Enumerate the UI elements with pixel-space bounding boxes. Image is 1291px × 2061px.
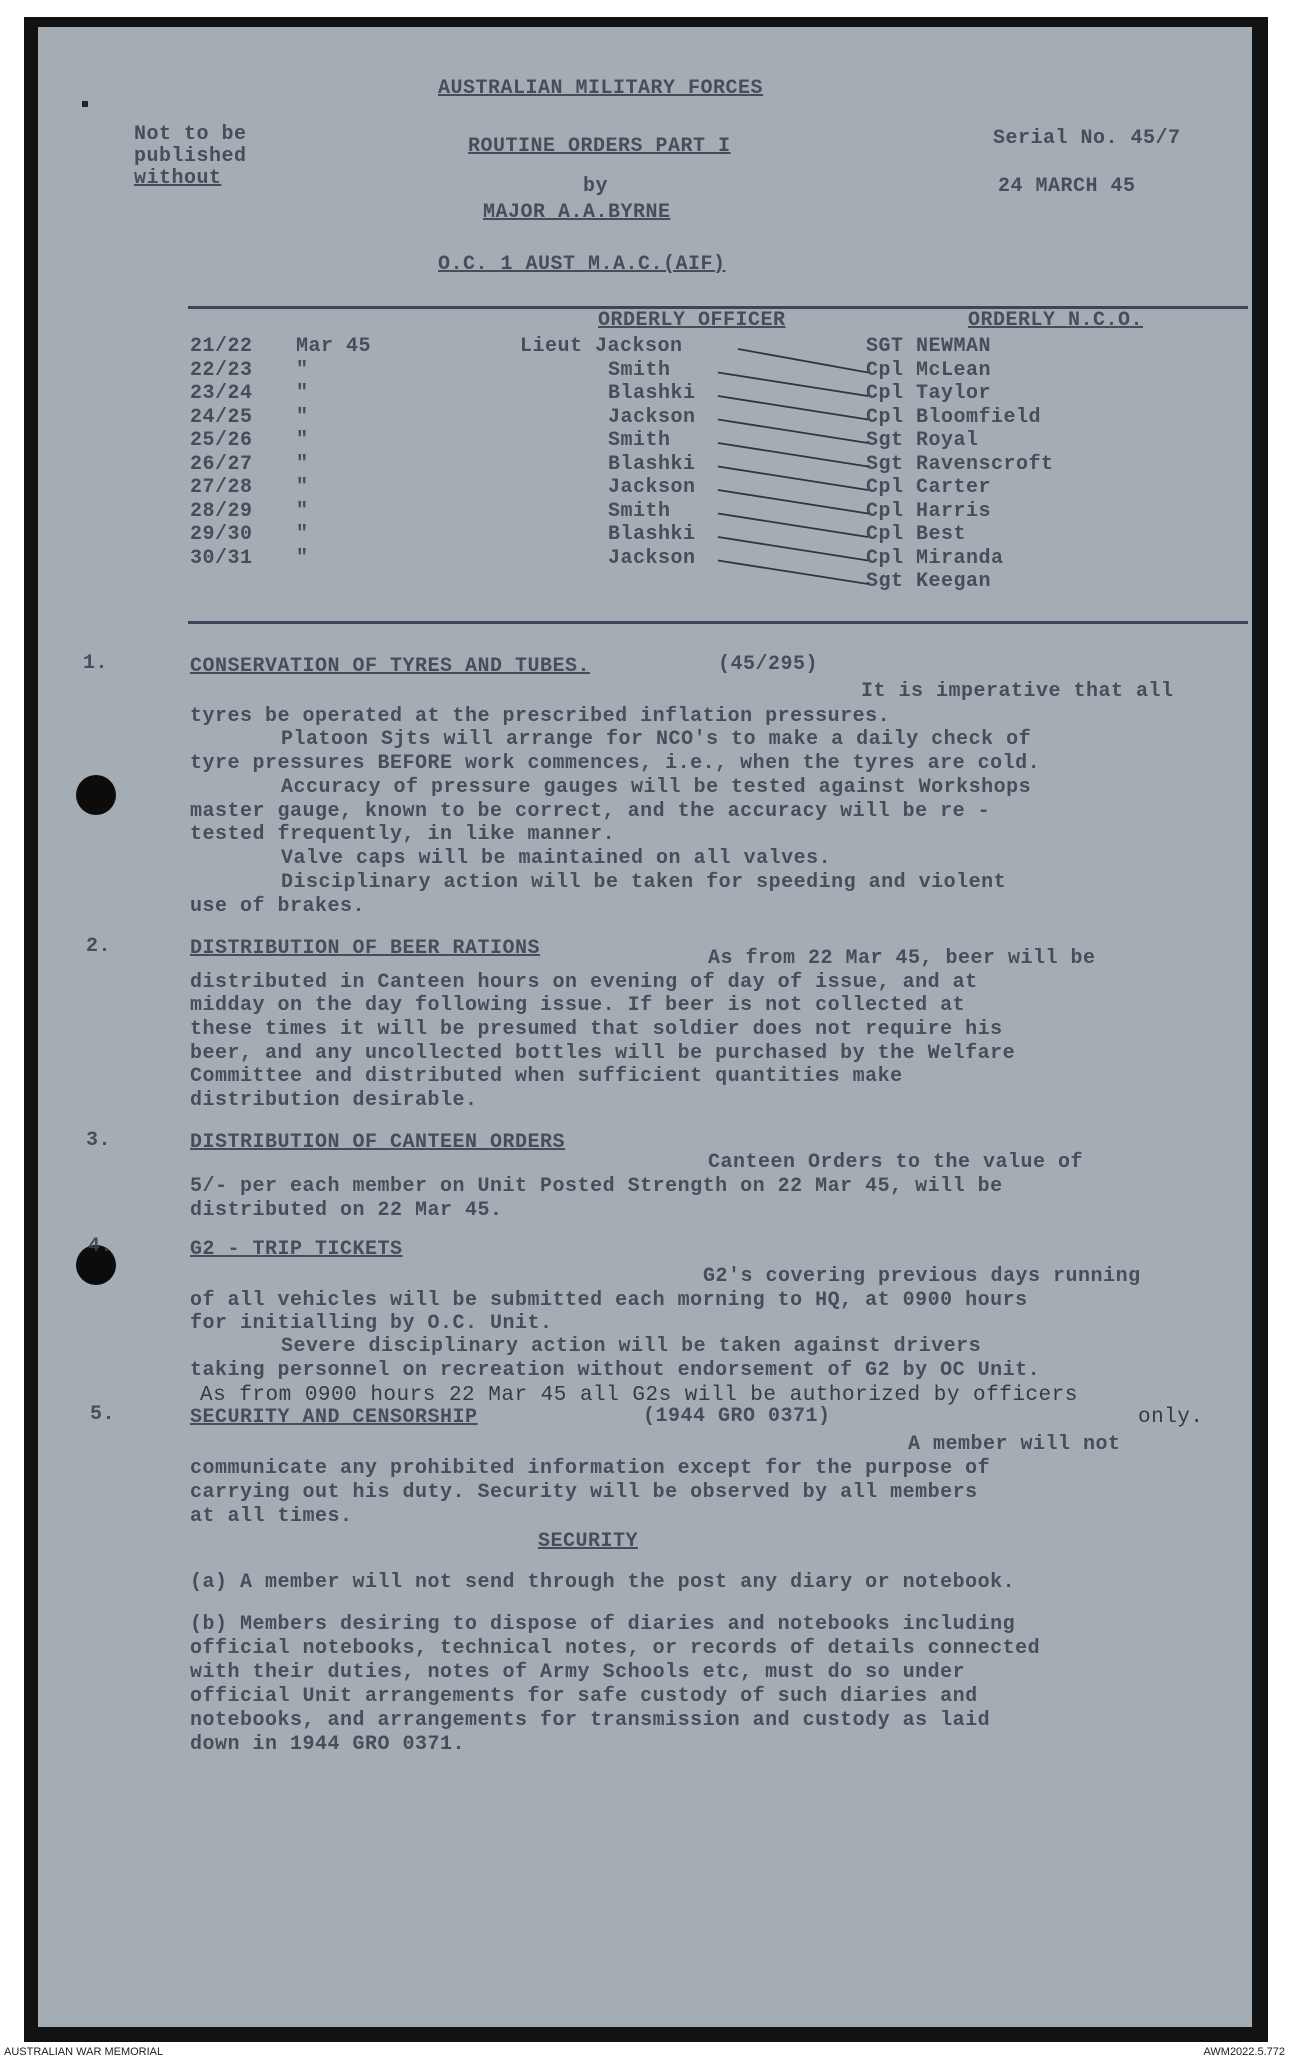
roster-nco: Sgt Royal <box>866 429 979 452</box>
item-4-heading: G2 - TRIP TICKETS <box>190 1238 403 1261</box>
item-1-line-8: Valve caps will be maintained on all valves. <box>281 847 832 870</box>
item-5-line-4: at all times. <box>190 1505 353 1528</box>
item-5-sub-b-line-3: with their duties, notes of Army Schools etc, must do so under <box>190 1661 966 1684</box>
item-4-typed-addition: As from 0900 hours 22 Mar 45 all G2s will be authorized by officers <box>200 1384 1078 1407</box>
not-published-line-1: Not to be <box>134 123 247 146</box>
item-1-line-6: master gauge, known to be correct, and the accuracy will be re - <box>190 800 991 823</box>
document-page <box>38 27 1252 2027</box>
roster-connector <box>718 490 868 514</box>
roster-nco: Cpl Bloomfield <box>866 405 1042 429</box>
roster-connector <box>718 396 868 420</box>
roster-dates: 28/29 <box>190 499 253 523</box>
header-org: AUSTRALIAN MILITARY FORCES <box>438 77 764 100</box>
item-4-line-1: G2's covering previous days running <box>703 1265 1141 1288</box>
roster-month: " <box>296 499 309 523</box>
roster-nco: Sgt Ravenscroft <box>866 452 1054 476</box>
footer-credit-left: AUSTRALIAN WAR MEMORIAL <box>4 2046 164 2058</box>
footer-credit-right: AWM2022.5.772 <box>1203 2046 1285 2058</box>
item-1-line-1: It is imperative that all <box>861 680 1174 703</box>
roster-month: " <box>296 523 309 546</box>
item-3-line-1: Canteen Orders to the value of <box>708 1151 1084 1174</box>
item-3-line-3: distributed on 22 Mar 45. <box>190 1199 503 1222</box>
roster-month: Mar 45 <box>296 335 372 358</box>
item-1-line-2: tyres be operated at the prescribed inflation pressures. <box>190 705 891 728</box>
roster-nco: Cpl Best <box>866 523 967 546</box>
item-5-number: 5. <box>90 1403 116 1426</box>
roster-officer: Blashki <box>608 452 696 476</box>
item-2-line-2: distributed in Canteen hours on evening of day of issue, and at <box>190 971 978 994</box>
roster-connector <box>718 561 868 585</box>
roster-dates: 27/28 <box>190 476 253 499</box>
item-1-line-4: tyre pressures BEFORE work commences, i.e., when the tyres are cold. <box>190 752 1041 775</box>
roster-connector <box>718 467 868 491</box>
unit-line: O.C. 1 AUST M.A.C.(AIF) <box>438 253 726 276</box>
item-5-sub-a: (a) A member will not send through the post any diary or notebook. <box>190 1571 1016 1594</box>
roster-month: " <box>296 476 309 499</box>
item-4-line-3: for initialling by O.C. Unit. <box>190 1312 553 1335</box>
roster-nco: Cpl Taylor <box>866 382 992 405</box>
item-1-line-5: Accuracy of pressure gauges will be tested against Workshops <box>281 776 1032 799</box>
item-5-sub-b-line-2: official notebooks, technical notes, or records of details connected <box>190 1637 1041 1660</box>
document-date: 24 MARCH 45 <box>998 175 1136 198</box>
roster-month: " <box>296 546 309 570</box>
roster-dates: 21/22 <box>190 335 253 358</box>
roster-dates: 25/26 <box>190 429 253 452</box>
roster-connector <box>718 514 868 538</box>
item-2-line-3: midday on the day following issue. If beer is not collected at <box>190 994 966 1017</box>
item-2-line-4: these times it will be presumed that soldier does not require his <box>190 1018 1003 1041</box>
item-4-line-4: Severe disciplinary action will be taken against drivers <box>281 1335 982 1358</box>
item-5-line-3: carrying out his duty. Security will be observed by all members <box>190 1481 978 1504</box>
item-5-line-2: communicate any prohibited information except for the purpose of <box>190 1457 991 1480</box>
item-2-line-6: Committee and distributed when sufficient quantities make <box>190 1065 903 1088</box>
item-5-ref: (1944 GRO 0371) <box>643 1405 831 1428</box>
item-1-line-7: tested frequently, in like manner. <box>190 823 616 846</box>
roster-connector <box>718 443 868 467</box>
item-5-sub-b-line-1: (b) Members desiring to dispose of diaries and notebooks including <box>190 1613 1016 1636</box>
item-2-line-1: As from 22 Mar 45, beer will be <box>708 947 1096 970</box>
roster-officer: Smith <box>608 429 671 452</box>
item-4-line-2: of all vehicles will be submitted each morning to HQ, at 0900 hours <box>190 1289 1028 1312</box>
roster-connector <box>718 537 868 561</box>
roster-dates: 29/30 <box>190 523 253 546</box>
not-published-line-3: without <box>134 167 222 190</box>
item-4-number: 4. <box>88 1235 114 1258</box>
item-5-line-1: A member will not <box>908 1433 1121 1456</box>
roster-nco: Cpl Carter <box>866 476 992 499</box>
item-3-line-2: 5/- per each member on Unit Posted Strength on 22 Mar 45, will be <box>190 1175 1003 1198</box>
item-1-line-10: use of brakes. <box>190 895 366 918</box>
roster-connector <box>738 349 868 373</box>
roster-month: " <box>296 429 309 452</box>
roster-officer: Blashki <box>608 523 696 546</box>
roster-officer: Blashki <box>608 382 696 405</box>
roster-nco: Cpl Miranda <box>866 546 1004 570</box>
item-1-heading: CONSERVATION OF TYRES AND TUBES. <box>190 655 591 678</box>
item-5-heading: SECURITY AND CENSORSHIP <box>190 1406 478 1429</box>
item-5-sub-b-line-4: official Unit arrangements for safe custody of such diaries and <box>190 1685 978 1708</box>
roster-dates: 23/24 <box>190 382 253 405</box>
roster-officer: Jackson <box>608 546 696 570</box>
roster-col-officer: ORDERLY OFFICER <box>598 309 786 332</box>
serial-number: Serial No. 45/7 <box>993 127 1181 150</box>
item-5-sub-b-line-6: down in 1944 GRO 0371. <box>190 1733 466 1756</box>
item-5-subheading: SECURITY <box>538 1530 639 1553</box>
roster-dates: 22/23 <box>190 358 253 382</box>
roster-officer: Jackson <box>608 476 696 499</box>
roster-month: " <box>296 358 309 382</box>
roster-nco: Cpl Harris <box>866 499 992 523</box>
roster-dates: 26/27 <box>190 452 253 476</box>
roster-connector <box>718 373 868 397</box>
roster-officer: Lieut Jackson <box>520 335 683 358</box>
roster-month: " <box>296 382 309 405</box>
item-4-line-5: taking personnel on recreation without endorsement of G2 by OC Unit. <box>190 1359 1041 1382</box>
roster-nco: Cpl McLean <box>866 358 992 382</box>
by-label: by <box>583 175 609 198</box>
roster-dates: 24/25 <box>190 405 253 429</box>
item-3-heading: DISTRIBUTION OF CANTEEN ORDERS <box>190 1131 566 1154</box>
roster-col-nco: ORDERLY N.C.O. <box>968 309 1144 332</box>
item-2-number: 2. <box>86 935 112 958</box>
roster-month: " <box>296 405 309 429</box>
item-2-line-7: distribution desirable. <box>190 1089 478 1112</box>
roster-officer: Smith <box>608 358 671 382</box>
item-1-ref: (45/295) <box>718 653 819 676</box>
item-2-line-5: beer, and any uncollected bottles will be purchased by the Welfare <box>190 1042 1016 1065</box>
roster-bottom-rule <box>188 621 1248 624</box>
item-3-number: 3. <box>86 1129 112 1152</box>
roster-connector <box>718 420 868 444</box>
not-published-line-2: published <box>134 145 247 168</box>
item-4-typed-addition-2: only. <box>1138 1406 1204 1429</box>
item-1-line-9: Disciplinary action will be taken for speeding and violent <box>281 871 1007 894</box>
item-1-line-3: Platoon Sjts will arrange for NCO's to make a daily check of <box>281 728 1032 751</box>
roster-dates: 30/31 <box>190 546 253 570</box>
document-title: ROUTINE ORDERS PART I <box>468 135 731 158</box>
item-5-sub-b-line-5: notebooks, and arrangements for transmission and custody as laid <box>190 1709 991 1732</box>
roster-month: " <box>296 452 309 476</box>
roster-officer: Smith <box>608 499 671 523</box>
roster-nco: Sgt Keegan <box>866 570 992 593</box>
item-2-heading: DISTRIBUTION OF BEER RATIONS <box>190 937 541 960</box>
item-1-number: 1. <box>83 652 109 675</box>
roster-nco: SGT NEWMAN <box>866 335 992 358</box>
roster-officer: Jackson <box>608 405 696 429</box>
author: MAJOR A.A.BYRNE <box>483 201 671 224</box>
